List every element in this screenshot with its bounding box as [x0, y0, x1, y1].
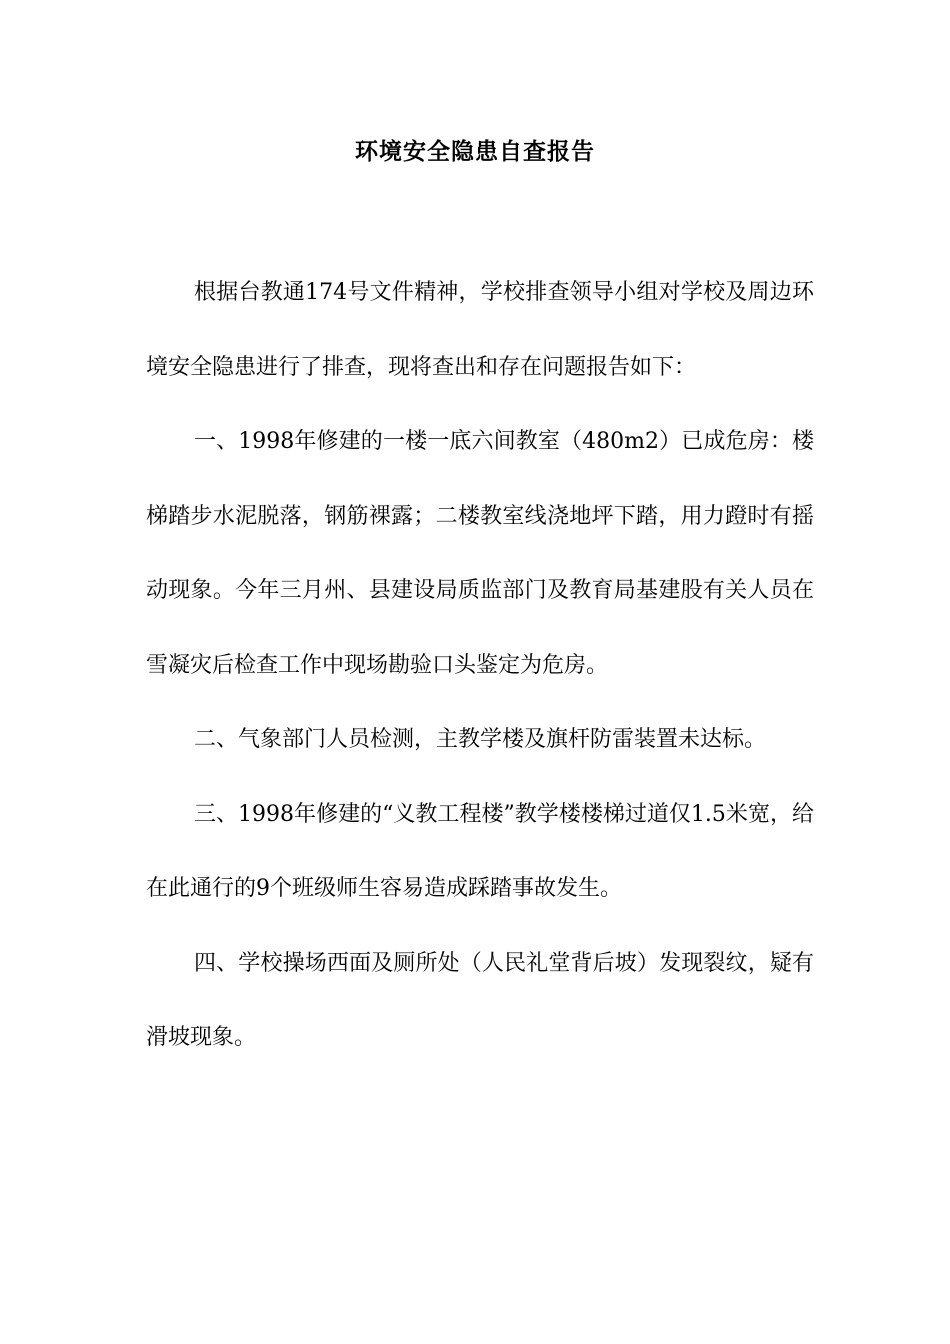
item-three-paragraph: 三、1998年修建的“义教工程楼”教学楼楼梯过道仅1.5米宽，给在此通行的9个班级师生容易造成踩踏事故发生。: [146, 801, 814, 901]
intro-paragraph: 根据台教通174号文件精神，学校排查领导小组对学校及周边环境安全隐患进行了排查，现将查出和存在问题报告如下：: [146, 280, 814, 380]
document-body: [146, 256, 814, 1076]
item-one-paragraph: 一、1998年修建的一楼一底六间教室（480m2）已成危房：楼梯踏步水泥脱落，钢筋裸露；二楼教室线浇地坪下踏，用力蹬时有摇动现象。今年三月州、县建设局质监部门及教育局基建股有关人员在雪凝灾后检查工作中现场勘验口头鉴定为危房。: [146, 429, 814, 678]
item-two-paragraph: 二、气象部门人员检测，主教学楼及旗杆防雷装置未达标。: [194, 727, 767, 752]
document-title: 环境安全隐患自查报告: [355, 139, 595, 165]
item-four-paragraph: 四、学校操场西面及厕所处（人民礼堂背后坡）发现裂纹，疑有滑坡现象。: [146, 950, 814, 1050]
